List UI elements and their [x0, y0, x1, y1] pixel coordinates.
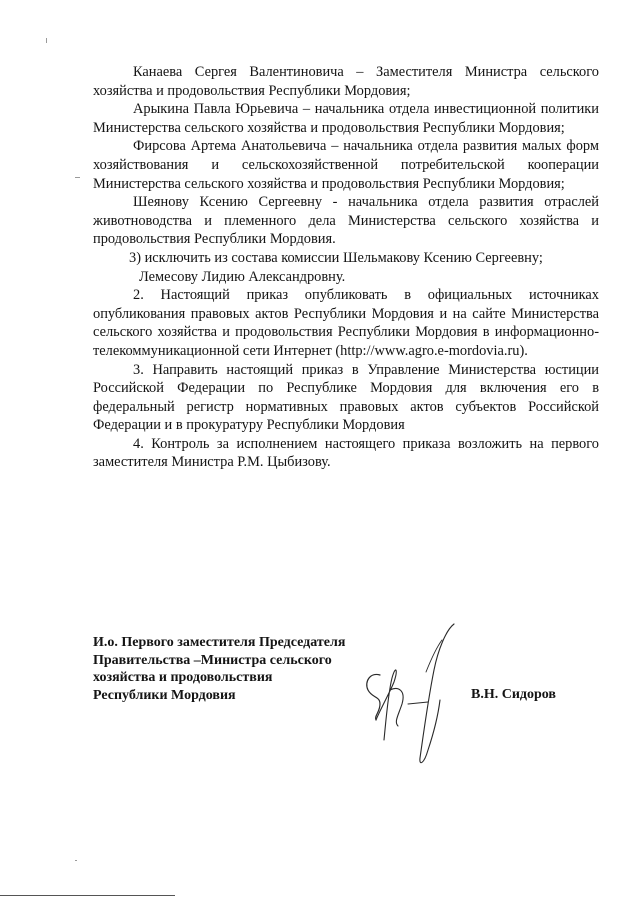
paragraph-item-4: 4. Контроль за исполнением настоящего приказа возложить на первого заместителя Министра Р.М. Цыбизову.: [93, 435, 599, 471]
scan-mark: [75, 860, 77, 861]
signatory-title-line: Правительства –Министра сельского: [93, 652, 332, 668]
paragraph-exclude: 3) исключить из состава комиссии Шельмакову Ксению Сергеевну;: [129, 249, 543, 266]
paragraph-item-2: 2. Настоящий приказ опубликовать в официальных источниках опубликования правовых актов Республики Мордовия и на сайте Министерства сельского хозяйства и продовольствия Республики Мордовия в информационно-телекоммуникационной сети Интернет (http://www.agro.e-mordovia.ru).: [93, 287, 599, 359]
paragraph-arykin: Арыкина Павла Юрьевича – начальника отдела инвестиционной политики Министерства сельского хозяйства и продовольствия Республики Мордовия;: [93, 101, 599, 136]
scan-mark: [75, 177, 80, 178]
signatory-name: В.Н. Сидоров: [471, 687, 556, 702]
paragraph-item-3: 3. Направить настоящий приказ в Управление Министерства юстиции Российской Федерации по Республике Мордовия для включения его в федеральный регистр нормативных правовых актов субъектов Российской Федерации и в прокуратуру Республики Мордовия: [93, 361, 599, 434]
paragraph-kanaev: Канаева Сергея Валентиновича – Заместителя Министра сельского хозяйства и продовольствия Республики Мордовия;: [93, 64, 599, 99]
document-body: [93, 63, 599, 472]
scan-edge-line: [0, 895, 175, 896]
signatory-title-line: И.о. Первого заместителя Председателя: [93, 635, 346, 650]
paragraph-firsov: Фирсова Артема Анатольевича – начальника отдела развития малых форм хозяйствования и сельскохозяйственной потребительской кооперации Министерства сельского хозяйства и продовольствия Республики Мордовия;: [93, 138, 599, 192]
scan-mark: [46, 38, 47, 43]
paragraph-sheyanova: Шеянову Ксению Сергеевну - начальника отдела развития отраслей животноводства и племенного дела Министерства сельского хозяйства и продовольствия Республики Мордовия.: [93, 194, 599, 248]
signatory-title: [93, 634, 393, 704]
signatory-title-line: Республики Мордовия: [93, 687, 236, 703]
paragraph-lemesova: Лемесову Лидию Александровну.: [139, 268, 346, 285]
signatory-title-line: хозяйства и продовольствия: [93, 670, 273, 686]
handwritten-signature: [350, 620, 470, 770]
